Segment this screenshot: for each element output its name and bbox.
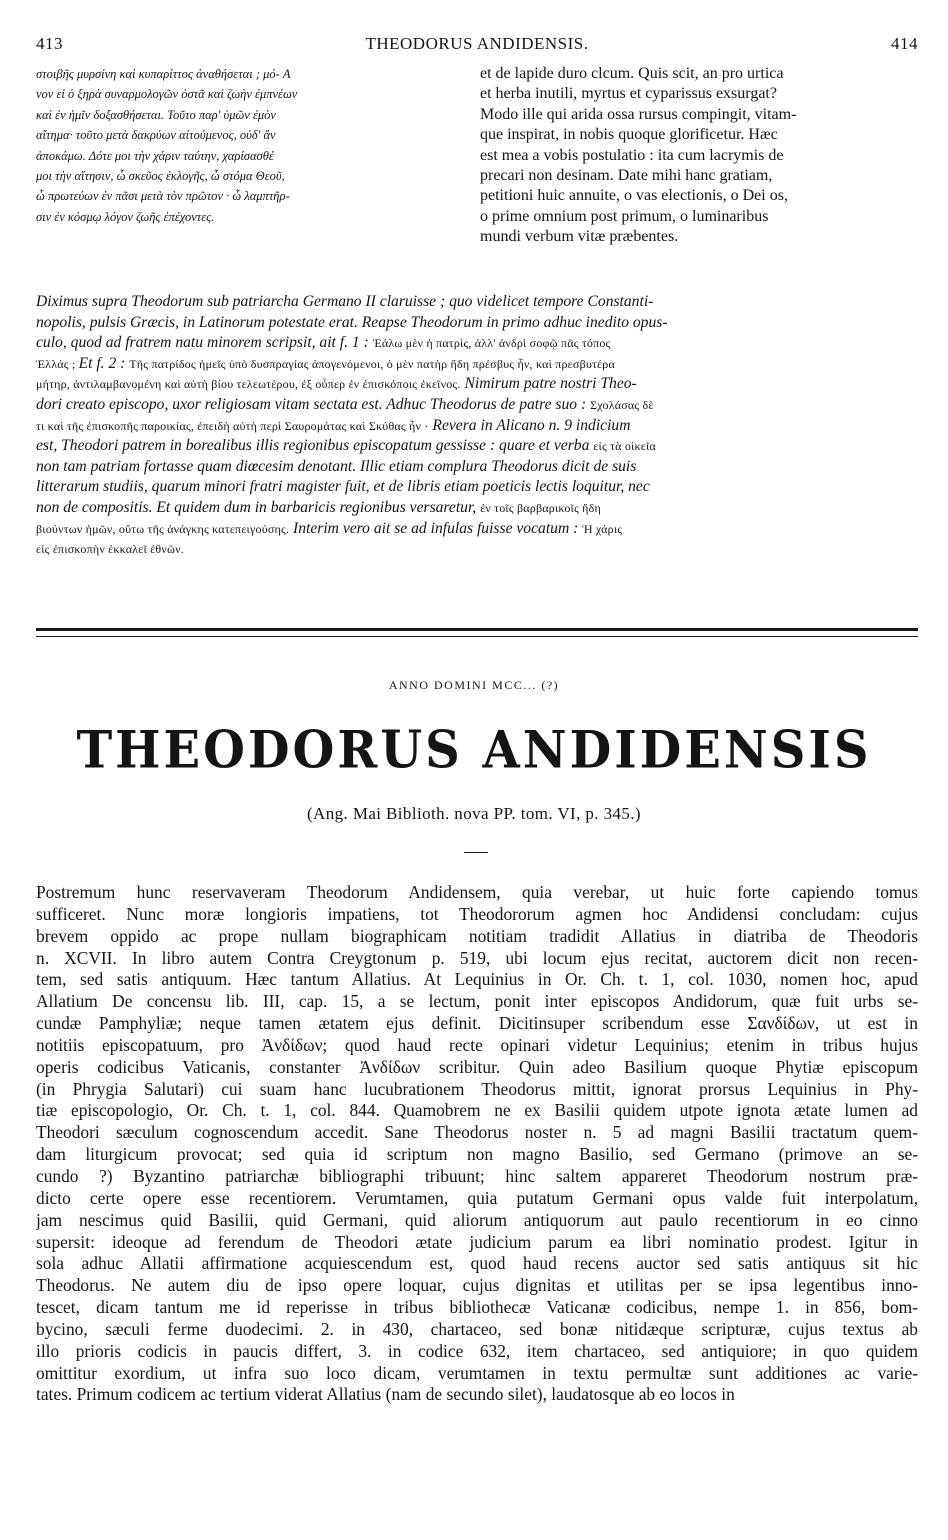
note-text: nopolis, pulsis Græcis, in Latinorum potestate erat. Reapse Theodorum in primo adhuc inedito opus- <box>36 313 668 331</box>
note-line <box>36 313 918 334</box>
editorial-note <box>36 292 918 560</box>
note-text: non de compositis. Et quidem dum in barbaricis regionibus versaretur, <box>36 498 481 516</box>
note-line <box>36 416 918 437</box>
note-text: non tam patriam fortasse quam diœcesim denotant. Illic etiam complura Theodorus dicit de suis <box>36 457 637 475</box>
body-line: sola adhuc Allatii affirmatione acquiescendum est, quod haud recens auctor sed satis antiquus sit hic <box>36 1253 918 1274</box>
note-line <box>36 374 918 395</box>
body-line: bycino, sæculi ferme duodecimi. 2. in 430, chartaceo, sed bonæ nitidæque scripturæ, cujus textus ab <box>36 1318 918 1339</box>
latin-line: petitioni huic annuite, o vas electionis, o Dei os, <box>480 187 788 205</box>
body-line: notitiis episcopatuum, pro Ἀνδίδων; quod haud recte opinari videtur Lequinius; etenim in tribus hujus <box>36 1034 918 1055</box>
note-text: dori creato episcopo, uxor religiosam vitam sectata est. Adhuc Theodorus de patre suo : <box>36 395 591 413</box>
note-line <box>36 292 918 313</box>
parallel-text <box>36 64 918 282</box>
latin-line: precari non desinam. Date mihi hanc gratiam, <box>480 167 773 185</box>
greek-line: καὶ ἐν ἡμῖν δοξασθήσεται. Τοῦτο παρ' ὑμῶν ἐμὸν <box>36 107 276 122</box>
note-greek: Τῆς πατρίδος ἡμεῖς ὑπὸ δυσπραγίας ἀπογενόμενοι, ὁ μὲν πατὴρ ἤδη πρέσβυς ἦν, καὶ πρεσβυτέρα <box>129 356 615 371</box>
note-greek: εἰς ἐπισκοπὴν ἐκκαλεῖ ἐθνῶν. <box>36 542 184 557</box>
body-line: tescet, dicam tantum me id reperisse in tribus bibliothecæ Vaticanæ codicibus, nempe 1. in 856, bom- <box>36 1297 918 1318</box>
greek-column <box>36 64 466 227</box>
latin-line: et de lapide duro clcum. Quis scit, an pro urtica <box>480 65 784 82</box>
latin-line: est mea a vobis postulatio : ita cum lacrymis de <box>480 146 784 164</box>
body-line: (in Phrygia Salutari) cui suam hanc lucubrationem Theodorus mittit, ignorat prorsus Lequinius in Phy- <box>36 1078 918 1099</box>
body-line: cundæ Pamphyliæ; neque tamen ætatem ejus definit. Dicitinsuper scribendum esse Σανδίδων, ut est in <box>36 1013 918 1034</box>
page-number-right: 414 <box>891 34 918 53</box>
note-greek: Ἡ χάρις <box>582 521 623 536</box>
greek-line: ὦ πρωτεύων ἐν πᾶσι μετὰ τὸν πρῶτον · ὦ λαμπτῆρ- <box>36 189 290 204</box>
note-greek: Ἐάλω μὲν ἡ πατρὶς, ἀλλ' ἀνδρὶ σοφῷ πᾶς τόπος <box>372 336 611 351</box>
latin-line: mundi verbum vitæ præbentes. <box>480 228 679 246</box>
body-line: dicto certe opere esse recentiorem. Verumtamen, quia putatum Germani opus valde fuit interpolatum, <box>36 1187 918 1208</box>
note-line <box>36 477 918 498</box>
note-text: Nimirum patre nostri Theo- <box>460 375 637 393</box>
note-text: Diximus supra Theodorum sub patriarcha Germano II claruisse ; quo videlicet tempore Constanti- <box>36 293 654 310</box>
note-line <box>36 498 918 519</box>
body-line: sufficeret. Nunc moræ longioris impatiens, tot Theodororum agmen hoc Andidensi concludam: cujus <box>36 903 918 924</box>
latin-line: Modo ille qui arida ossa rursus compingit, vitam- <box>480 105 797 123</box>
page-number-left: 413 <box>36 34 63 53</box>
note-greek: βιούντων ἡμῶν, οὕτω τῆς ἀνάγκης κατεπειγούσης. <box>36 521 290 536</box>
short-divider <box>464 852 488 853</box>
note-text: est, Theodori patrem in borealibus illis regionibus episcopatum gessisse : quare et verba <box>36 437 594 455</box>
note-greek: Σχολάσας δὲ <box>590 397 654 412</box>
latin-line: que inspirat, in nobis quoque glorificetur. Hæc <box>480 126 778 144</box>
body-line: brevem oppido ac prope nullam biographicam notitiam tradidit Allatius in diatriba de Theodoris <box>36 925 918 946</box>
section-divider-thin <box>36 636 918 637</box>
note-greek: μήτηρ, ἀντιλαμβανομένη καὶ αὐτὴ βίου τελεωτέρου, ἐξ οὗπερ ἐν ἐπισκόποις ἐκεῖνος. <box>36 377 461 392</box>
body-line: Theodori sæculum cognoscendum accedit. Sane Theodorus noster n. 5 ad magni Basilii tractatum quem- <box>36 1122 918 1143</box>
body-line: cundo ?) Byzantino patriarchæ bibliographi tribuunt; hinc saltem appareret Theodorum nostrum præ- <box>36 1165 918 1186</box>
date-heading: ANNO DOMINI MCC... (?) <box>388 678 560 692</box>
note-line <box>36 333 918 354</box>
body-line: Theodorus. Ne autem diu de ipso opere loquar, cujus dignitas et utilitas per se ipsa legentibus inno- <box>36 1275 918 1296</box>
body-line: tates. Primum codicem ac tertium viderat Allatius (nam de secundo silet), laudatosque ab eo locos in <box>36 1384 735 1405</box>
body-line: omittitur exordium, ut infra suo loco dicam, verumtamen in textu permultæ sunt additiones ac varie- <box>36 1362 918 1383</box>
greek-line: νον εἰ ὁ ξηρὰ συναρμολογῶν ὀστᾶ καὶ ζωὴν ἐμπνέων <box>36 87 298 102</box>
note-greek: εἰς τὰ οἰκεῖα <box>593 439 656 454</box>
body-line: tiæ episcopologio, Or. Ch. t. 1, col. 844. Quamobrem ne ex Basilii quidem utpote ignota ætate lumen ad <box>36 1100 918 1121</box>
body-line: tem, sed satis antiquum. Hæc tantum Allatius. At Lequinius in Or. Ch. t. 1, col. 1030, nomen hoc, apud <box>36 969 918 990</box>
latin-line: et herba inutili, myrtus et cyparissus exsurgat? <box>480 85 777 103</box>
note-line <box>36 436 918 457</box>
body-line: Allatium De concensu lib. III, cap. 15, a se lectum, ponit inter episcopos Andidorum, quæ fuit urbs se- <box>36 991 918 1012</box>
note-text: Revera in Alicano n. 9 indicium <box>428 416 631 434</box>
note-text: litterarum studiis, quarum minori fratri magister fuit, et de libris etiam poeticis lectis loquitur, nec <box>36 478 650 496</box>
running-head <box>36 34 918 56</box>
note-line <box>36 457 918 478</box>
body-line: dam liturgicum provocat; sed quia id scriptum non magno Basilio, sed Germano (primove an se- <box>36 1144 918 1165</box>
body-line: illo prioris codicis in paucis differt, 3. in codice 632, item chartaceo, sed antiquiore; in quo quidem <box>36 1340 918 1361</box>
body-line: supersit: ideoque ad ferendum de Theodori ætate judicium parum ea libri nominatio prodest. Igitur in <box>36 1231 918 1252</box>
note-line <box>36 539 918 560</box>
greek-line: μοι τὴν αἴτησιν, ὦ σκεῦος ἐκλογῆς, ὦ στόμα Θεοῦ, <box>36 169 285 184</box>
source-citation: (Ang. Mai Biblioth. nova PP. tom. VI, p. 345.) <box>306 804 641 823</box>
body-line: n. XCVII. In libro autem Contra Creygtonum p. 519, ubi locum ejus recitat, auctorem dicit non recen- <box>36 947 918 968</box>
note-greek: Ἑλλάς ; <box>36 356 79 371</box>
body-line: operis codicibus Vaticanis, constanter Ἀνδίδων scribitur. Quin adeo Basilium quoque Phytiæ episcopum <box>36 1056 918 1077</box>
greek-line: σιν ἐν κόσμῳ λόγον ζωῆς ἐπέχοντες. <box>36 209 215 224</box>
body-text <box>36 882 918 1406</box>
note-text: Interim vero ait se ad infulas fuisse vocatum : <box>289 519 583 537</box>
section-divider-thick <box>36 628 918 631</box>
note-greek: ἐν τοῖς βαρβαρικοῖς ἤδη <box>480 500 601 515</box>
note-line <box>36 395 918 416</box>
note-greek: τι καὶ τῆς ἐπισκοπῆς παροικίας, ἐπειδὴ αὐτὴ περὶ Σαυρομάτας καὶ Σκύθας ἦν · <box>36 418 429 433</box>
note-text: Et f. 2 : <box>78 354 130 372</box>
greek-line: ἀποκάμω. Δότε μοι τὴν χάριν ταύτην, χαρίσασθέ <box>36 148 274 163</box>
latin-column <box>480 64 918 248</box>
greek-line: στοιβῆς μυρσίνη καὶ κυπαρίττος ἀναθήσεται ; μό- A <box>36 67 291 81</box>
note-line <box>36 354 918 375</box>
section-title: THEODORUS ANDIDENSIS <box>76 719 872 781</box>
running-title: THEODORUS ANDIDENSIS. <box>365 34 589 53</box>
latin-line: o prime omnium post primum, o luminaribus <box>480 207 769 225</box>
greek-line: αἴτημα· τοῦτο μετὰ δακρύων αἰτούμενος, οὐδ' ἂν <box>36 128 276 143</box>
body-line: jam nescimus quid Basilii, quid Germani, quid aliorum antiquorum aut paulo recentiorum in eo cinno <box>36 1209 918 1230</box>
note-line <box>36 519 918 540</box>
note-text: culo, quod ad fratrem natu minorem scripsit, ait f. 1 : <box>36 334 373 352</box>
body-line: Postremum hunc reservaveram Theodorum Andidensem, quia verebar, ut huic forte capiendo tomus <box>36 882 918 902</box>
